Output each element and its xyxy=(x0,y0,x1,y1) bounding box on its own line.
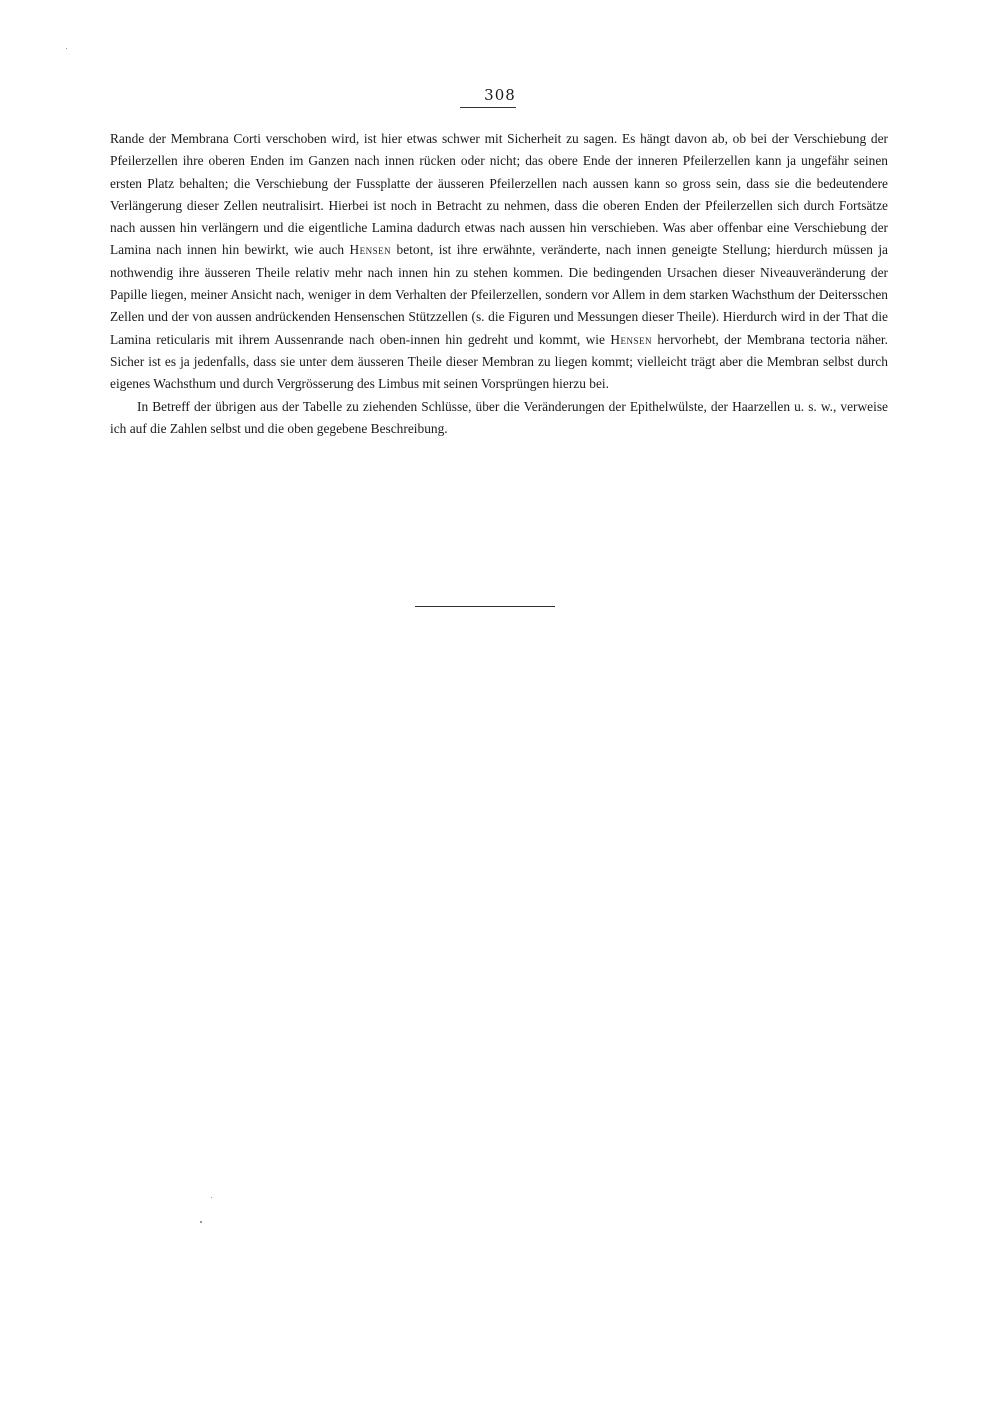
author-name-hensen: Hensen xyxy=(349,242,392,258)
paragraph-1-text-a: Rande der Membrana Corti verschoben wird, ist hier etwas schwer mit Sicherheit zu sagen. Es hängt davon ab, ob bei der Verschiebung der Pfeilerzellen ihre oberen Enden im Ganzen nach innen rücken oder nicht; das obere Ende der inneren Pfeilerzellen kann ja ungefähr seinen ersten Platz behalten; die Verschiebung der Fussplatte der äusseren Pfeilerzellen nach aussen kann so gross sein, dass sie die bedeutendere Verlängerung dieser Zellen neutralisirt. Hierbei ist noch in Betracht zu nehmen, dass die oberen Enden der Pfeilerzellen sich durch Fortsätze nach aussen hin verlängern und die eigentliche Lamina dadurch etwas nach aussen hin verschieben. Was aber offenbar eine Verschiebung der Lamina nach innen hin bewirkt, wie auch xyxy=(110,131,888,258)
page-number-underline xyxy=(460,107,516,108)
paragraph-1-text-c: hervorhebt, der Membrana tectoria näher. Sicher ist es ja jedenfalls, dass sie unter dem äusseren Theile dieser Membran zu liegen kommt; vielleicht trägt aber die Membran selbst durch eigenes Wachsthum und durch Vergrösserung des Limbus mit seinen Vorsprüngen hierzu bei. xyxy=(110,331,888,392)
paragraph-2: In Betreff der übrigen aus der Tabelle zu ziehenden Schlüsse, über die Veränderungen der Epithelwülste, der Haarzellen u. s. w., verweise ich auf die Zahlen selbst und die oben gegebene Beschreibung. xyxy=(110,398,888,436)
paragraph-1-text-b: betont, ist ihre erwähnte, veränderte, nach innen geneigte Stellung; hierdurch müssen ja nothwendig ihre äusseren Theile relativ mehr nach innen hin zu stehen kommen. Die bedingenden Ursachen dieser Niveauveränderung der Papille liegen, meiner Ansicht nach, weniger in dem Verhalten der Pfeilerzellen, sondern vor Allem in dem starken Wachsthum der Deitersschen Zellen und der von aussen andrückenden Hensenschen Stützzellen (s. die Figuren und Messungen dieser Theile). Hierdurch wird in der That die Lamina reticularis mit ihrem Aussenrande nach oben-innen hin gedreht und kommt, wie xyxy=(110,242,889,347)
section-end-rule xyxy=(415,606,555,607)
body-text xyxy=(110,128,888,440)
scan-speck xyxy=(66,48,67,49)
page-number: 308 xyxy=(484,86,516,104)
scan-speck xyxy=(200,1221,202,1223)
scan-speck xyxy=(211,1197,212,1198)
author-name-hensen: Hensen xyxy=(610,331,653,347)
paragraph-1 xyxy=(110,128,888,396)
